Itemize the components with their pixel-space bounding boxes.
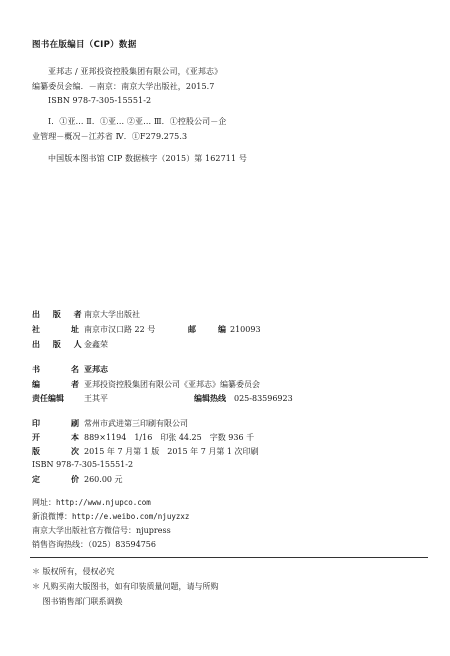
weibo-row — [32, 511, 189, 522]
website-label: 网址： — [32, 498, 56, 507]
editor-hotline-label: 编辑热线 — [194, 393, 226, 403]
wechat-label: 南京大学出版社官方微信号： — [32, 526, 136, 535]
format-row — [32, 432, 254, 443]
edition-row — [32, 446, 259, 457]
postcode-label: 邮 编 — [188, 324, 228, 334]
isbn-row — [32, 460, 133, 469]
price-label: 定 价 — [32, 474, 84, 484]
notice-quality-cont: 图书销售部门联系调换 — [32, 597, 123, 606]
publisher-row — [32, 309, 140, 320]
sales-hotline-label: 销售咨询热线： — [32, 540, 88, 549]
issuer-label: 出 版 人 — [32, 339, 87, 349]
cip-header: 图书在版编目（CIP）数据 — [32, 40, 137, 50]
title-row — [32, 364, 108, 375]
responsible-editor-row — [32, 393, 293, 404]
price-value: 260.00 元 — [84, 475, 123, 484]
price-row — [32, 474, 123, 485]
editor-label: 编 者 — [32, 379, 84, 389]
title-value: 亚邦志 — [84, 364, 108, 374]
cip-isbn: ISBN 978-7-305-15551-2 — [48, 96, 152, 105]
edition-label: 版 次 — [32, 446, 84, 456]
address-label: 社 址 — [32, 324, 84, 334]
notice-quality: ＊ 凡购买南大版图书，如有印装质量问题，请与所购 — [32, 582, 219, 591]
cip-line-1: 亚邦志 / 亚邦投资控股集团有限公司，《亚邦志》 — [48, 67, 223, 76]
printer-row — [32, 418, 188, 429]
wechat-row — [32, 525, 171, 536]
editor-hotline-value: 025-83596923 — [234, 394, 293, 403]
sales-hotline-value: （025）83594756 — [88, 540, 156, 549]
address-row — [32, 324, 261, 335]
cip-line-classification: Ⅰ．①亚… Ⅱ．①亚… ②亚… Ⅲ．①控股公司－企 — [48, 117, 227, 126]
isbn-value: ISBN 978-7-305-15551-2 — [32, 460, 134, 469]
cip-line-2: 编纂委员会编．－南京：南京大学出版社，2015.7 — [32, 82, 215, 91]
publisher-label: 出 版 者 — [32, 309, 87, 319]
wechat-value: njupress — [136, 526, 171, 535]
responsible-editor-label: 责任编辑 — [32, 393, 64, 403]
address-value: 南京市汉口路 22 号 — [84, 325, 156, 334]
printer-value: 常州市武进第三印刷有限公司 — [84, 419, 188, 428]
website-row — [32, 497, 151, 508]
responsible-editor-value: 王其平 — [84, 394, 108, 403]
format-value: 889×1194 1/16 印张 44.25 字数 936 千 — [84, 433, 255, 442]
editor-row — [32, 379, 260, 390]
sales-hotline-row — [32, 539, 156, 550]
postcode-value: 210093 — [230, 325, 261, 334]
website-link[interactable]: http://www.njupco.com — [56, 498, 151, 507]
weibo-link[interactable]: http://e.weibo.com/njuyzxz — [72, 512, 190, 521]
format-label: 开 本 — [32, 432, 84, 442]
issuer-value: 金鑫荣 — [84, 340, 108, 349]
cip-record-number: 中国版本图书馆 CIP 数据核字（2015）第 162711 号 — [48, 154, 247, 163]
editor-value: 亚邦投资控股集团有限公司《亚邦志》编纂委员会 — [84, 380, 260, 389]
notice-copyright: ＊ 版权所有，侵权必究 — [32, 567, 115, 576]
notice-divider — [30, 557, 428, 558]
edition-value: 2015 年 7 月第 1 版 2015 年 7 月第 1 次印刷 — [84, 447, 259, 456]
printer-label: 印 刷 — [32, 418, 84, 428]
issuer-row — [32, 339, 108, 350]
weibo-label: 新浪微博： — [32, 512, 72, 521]
title-label: 书 名 — [32, 364, 84, 374]
cip-line-classification-cont: 业管理－概况－江苏省 Ⅳ．①F279.275.3 — [32, 132, 188, 141]
publisher-value: 南京大学出版社 — [84, 310, 140, 319]
